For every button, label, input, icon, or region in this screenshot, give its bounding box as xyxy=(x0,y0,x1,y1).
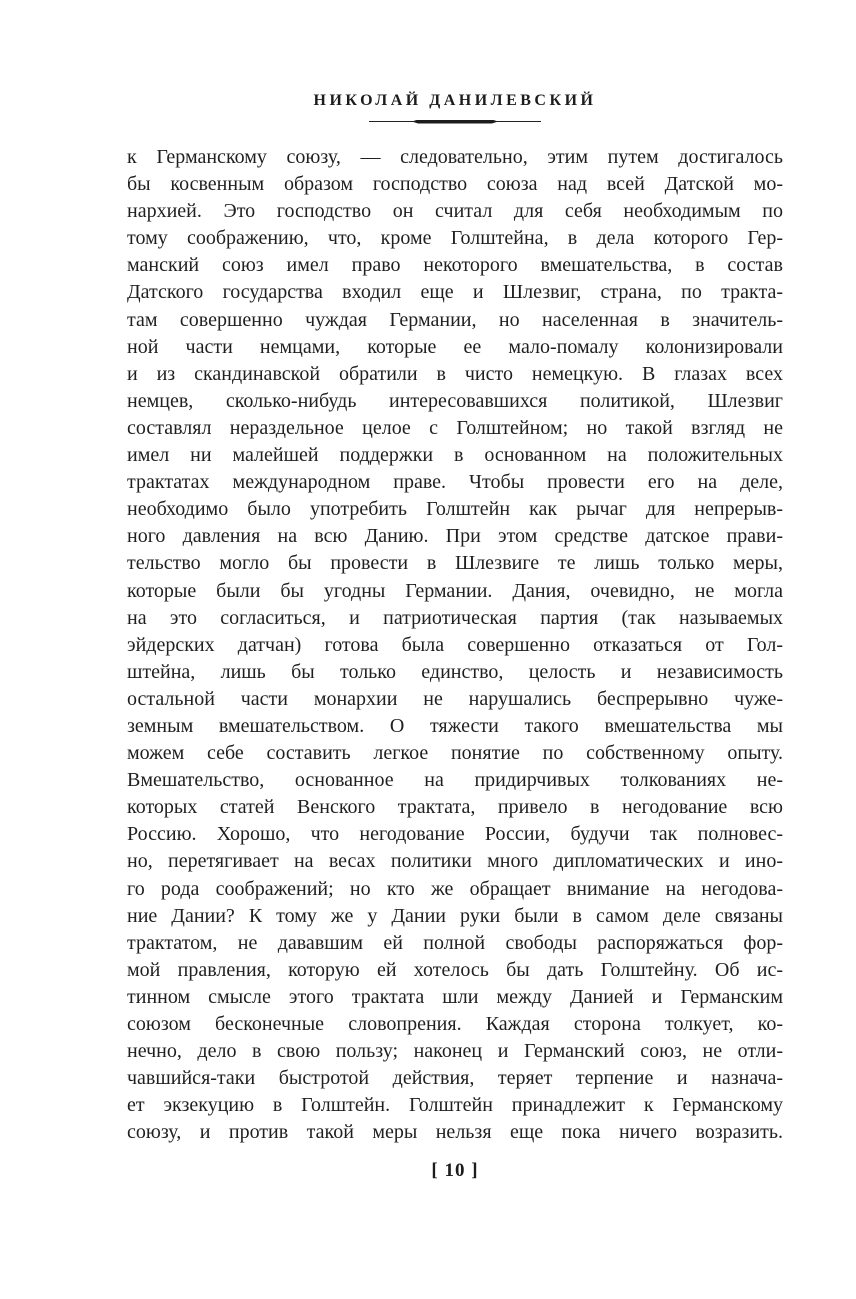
rule-thick-center xyxy=(412,120,498,124)
running-header xyxy=(127,92,783,124)
text-line: союзу, и против такой меры нельзя еще пока ничего возразить. xyxy=(127,1121,783,1144)
text-line: там совершенно чуждая Германии, но населенная в значитель- xyxy=(127,308,783,331)
author-name: НИКОЛАЙ ДАНИЛЕВСКИЙ xyxy=(313,92,597,109)
text-line: ние Дании? К тому же у Дании руки были в самом деле связаны xyxy=(127,904,783,927)
text-line: имел ни малейшей поддержки в основанном на положительных xyxy=(127,444,783,467)
text-line: составлял нераздельное целое с Голштейном; но такой взгляд не xyxy=(127,416,783,439)
body-text-block xyxy=(127,144,783,1146)
text-line: ет экзекуцию в Голштейн. Голштейн принадлежит к Германскому xyxy=(127,1094,783,1117)
text-line: трактатах международном праве. Чтобы провести его на деле, xyxy=(127,471,783,494)
text-line: бы косвенным образом господство союза над всей Датской мо- xyxy=(127,173,783,196)
text-line: тинном смысле этого трактата шли между Данией и Германским xyxy=(127,985,783,1008)
header-rule-ornament xyxy=(369,119,541,124)
text-line: нархией. Это господство он считал для себя необходимым по xyxy=(127,200,783,223)
text-line: трактатом, не дававшим ей полной свободы распоряжаться фор- xyxy=(127,931,783,954)
text-line: ной части немцами, которые ее мало-помалу колонизировали xyxy=(127,335,783,358)
text-line: можем себе составить легкое понятие по собственному опыту. xyxy=(127,742,783,765)
text-line: чавшийся-таки быстротой действия, теряет терпение и назнача- xyxy=(127,1067,783,1090)
text-line: тому соображению, что, кроме Голштейна, в дела которого Гер- xyxy=(127,227,783,250)
text-line: Вмешательство, основанное на придирчивых толкованиях не- xyxy=(127,769,783,792)
text-line: которые были бы угодны Германии. Дания, очевидно, не могла xyxy=(127,579,783,602)
text-line: эйдерских датчан) готова была совершенно отказаться от Гол- xyxy=(127,633,783,656)
text-line: немцев, сколько-нибудь интересовавшихся политикой, Шлезвиг xyxy=(127,389,783,412)
text-line: остальной части монархии не нарушались беспрерывно чуже- xyxy=(127,687,783,710)
text-line: го рода соображений; но кто же обращает внимание на негодова- xyxy=(127,877,783,900)
text-line: Датского государства входил еще и Шлезвиг, страна, по тракта- xyxy=(127,281,783,304)
text-line: нечно, дело в свою пользу; наконец и Германский союз, не отли- xyxy=(127,1040,783,1063)
text-line: необходимо было употребить Голштейн как рычаг для непрерыв- xyxy=(127,498,783,521)
text-line: манский союз имел право некоторого вмешательства, в состав xyxy=(127,254,783,277)
text-line: и из скандинавской обратили в чисто немецкую. В глазах всех xyxy=(127,362,783,385)
text-line: но, перетягивает на весах политики много дипломатических и ино- xyxy=(127,850,783,873)
text-line: союзом бесконечные словопрения. Каждая сторона толкует, ко- xyxy=(127,1013,783,1035)
text-line: земным вмешательством. О тяжести такого вмешательства мы xyxy=(127,714,783,737)
text-line: к Германскому союзу, — следовательно, этим путем достигалось xyxy=(127,146,783,168)
page-number: [ 10 ] xyxy=(431,1160,479,1181)
text-line: Россию. Хорошо, что негодование России, будучи так полновес- xyxy=(127,823,783,846)
text-line: ного давления на всю Данию. При этом средстве датское прави- xyxy=(127,525,783,548)
text-line: мой правления, которую ей хотелось бы дать Голштейну. Об ис- xyxy=(127,958,783,981)
text-line: на это согласиться, и патриотическая партия (так называемых xyxy=(127,606,783,629)
text-line: тельство могло бы провести в Шлезвиге те лишь только меры, xyxy=(127,552,783,575)
text-line: которых статей Венского трактата, привело в негодование всю xyxy=(127,796,783,819)
text-line: штейна, лишь бы только единство, целость и независимость xyxy=(127,660,783,683)
